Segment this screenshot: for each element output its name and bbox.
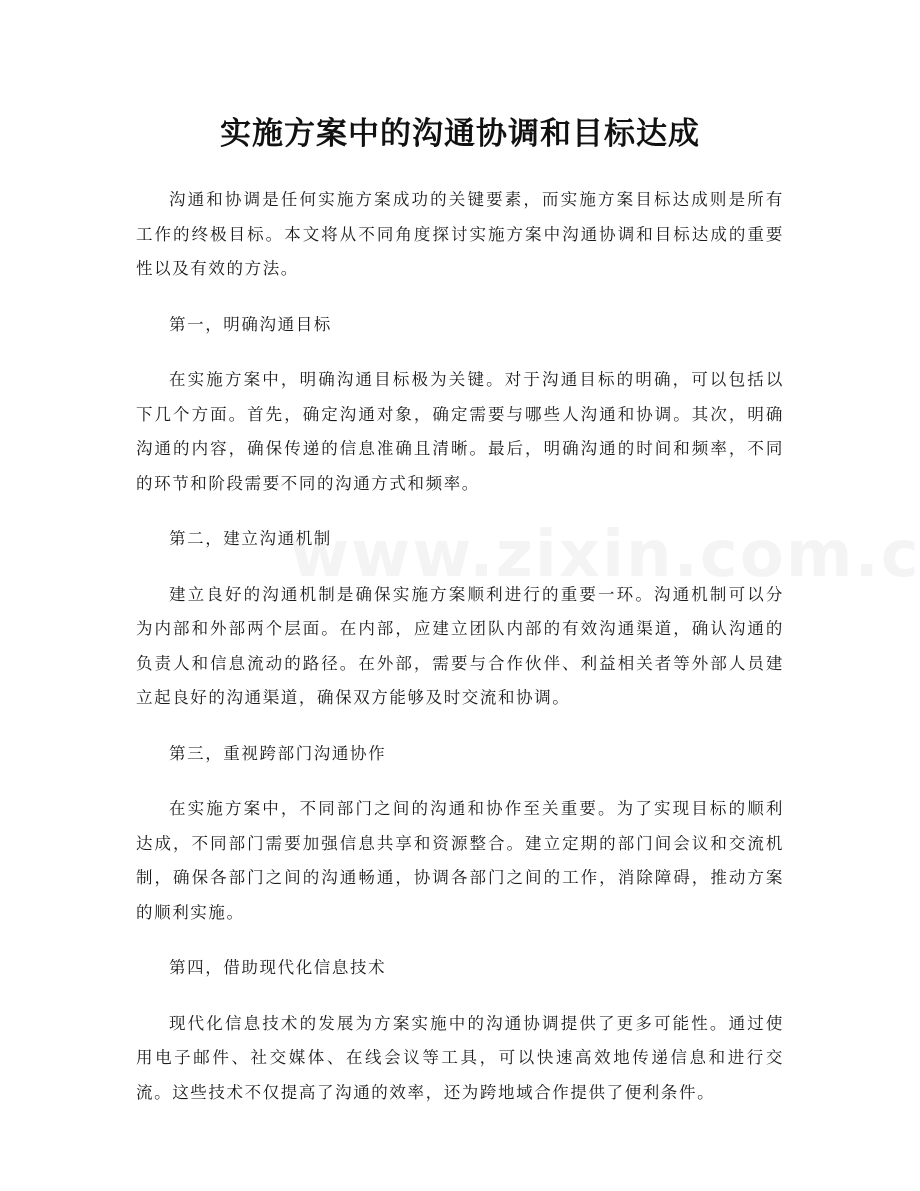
section-paragraph-4: 现代化信息技术的发展为方案实施中的沟通协调提供了更多可能性。通过使用电子邮件、社交媒体、在线会议等工具，可以快速高效地传递信息和进行交流。这些技术不仅提高了沟通的效率，还为跨地域合作提供了便利条件。 bbox=[136, 1013, 784, 1102]
section-heading-1: 第一，明确沟通目标 bbox=[169, 314, 332, 334]
intro-paragraph: 沟通和协调是任何实施方案成功的关键要素，而实施方案目标达成则是所有工作的终极目标。本文将从不同角度探讨实施方案中沟通协调和目标达成的重要性以及有效的方法。 bbox=[136, 190, 784, 278]
section-paragraph-1: 在实施方案中，明确沟通目标极为关键。对于沟通目标的明确，可以包括以下几个方面。首先，确定沟通对象，确定需要与哪些人沟通和协调。其次，明确沟通的内容，确保传递的信息准确且清晰。最后，明确沟通的时间和频率，不同的环节和阶段需要不同的沟通方式和频率。 bbox=[136, 370, 784, 493]
section-heading-2: 第二，建立沟通机制 bbox=[169, 529, 332, 548]
document-body bbox=[136, 183, 784, 1131]
section-heading-3: 第三，重视跨部门沟通协作 bbox=[169, 743, 387, 763]
section-paragraph-3: 在实施方案中，不同部门之间的沟通和协作至关重要。为了实现目标的顺利达成，不同部门需要加强信息共享和资源整合。建立定期的部门间会议和交流机制，确保各部门之间的沟通畅通，协调各部门之间的工作，消除障碍，推动方案的顺利实施。 bbox=[136, 799, 784, 922]
section-heading-4: 第四，借助现代化信息技术 bbox=[169, 958, 387, 977]
document-title: 实施方案中的沟通协调和目标达成 bbox=[220, 116, 700, 152]
section-paragraph-2: 建立良好的沟通机制是确保实施方案顺利进行的重要一环。沟通机制可以分为内部和外部两个层面。在内部，应建立团队内部的有效沟通渠道，确认沟通的负责人和信息流动的路径。在外部，需要与合作伙伴、利益相关者等外部人员建立起良好的沟通渠道，确保双方能够及时交流和协调。 bbox=[136, 584, 784, 707]
